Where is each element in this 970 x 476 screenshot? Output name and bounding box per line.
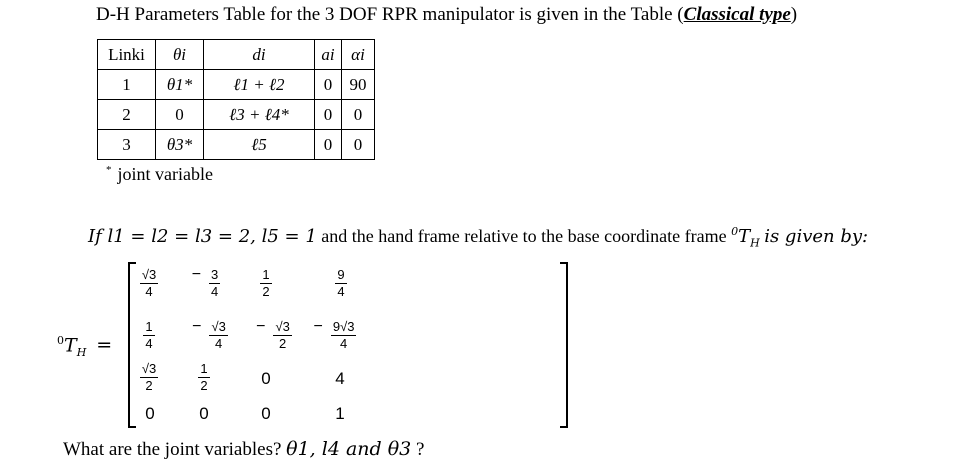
table-cell: 1 <box>98 70 156 100</box>
matrix-cell: 1 <box>335 404 345 423</box>
matrix-cell: $\frac{√3}{2}$ <box>141 361 157 393</box>
dh-parameter-table <box>97 39 375 160</box>
table-row <box>98 70 375 100</box>
joint-variables: θ1, l4 and θ3 <box>286 438 412 460</box>
asterisk-marker: * <box>106 164 112 176</box>
table-cell: θ3* <box>156 130 204 160</box>
matrix-cell: $\frac{9}{4}$ <box>337 267 345 299</box>
length-condition: If l1 = l2 = l3 = 2, l5 = 1 <box>88 226 317 247</box>
title-suffix: ) <box>790 4 798 25</box>
question-text <box>63 438 424 461</box>
matrix-cell: 0 <box>145 404 155 423</box>
table-cell: ℓ1 + ℓ2 <box>204 70 315 100</box>
given-statement <box>88 225 868 250</box>
matrix-cell: − $\frac{√3}{4}$ <box>192 318 226 352</box>
matrix-cell: $\frac{1}{4}$ <box>145 319 153 351</box>
question-mark: ? <box>416 439 425 460</box>
matrix-cell: − $\frac{3}{4}$ <box>191 266 219 300</box>
frame-symbol: $^0T_H$ <box>731 225 760 250</box>
table-cell: θ1* <box>156 70 204 100</box>
table-cell: 0 <box>315 70 342 100</box>
table-cell: 0 <box>315 130 342 160</box>
matrix-cell: 0 <box>261 404 271 423</box>
statement-tail: is given by: <box>764 226 869 247</box>
note-text: joint variable <box>117 164 213 184</box>
table-cell: 3 <box>98 130 156 160</box>
matrix-cell: − $\frac{√3}{2}$ <box>256 318 290 352</box>
problem-title <box>96 4 797 26</box>
header-alpha: αi <box>342 40 375 70</box>
matrix-cell: 0 <box>199 404 209 423</box>
header-link: Linki <box>98 40 156 70</box>
table-cell: 0 <box>315 100 342 130</box>
matrix-left-bracket <box>128 262 136 428</box>
title-text: D-H Parameters Table for the 3 DOF RPR manipulator is given in the Table ( <box>96 4 684 25</box>
table-row <box>98 130 375 160</box>
table-cell: 90 <box>342 70 375 100</box>
joint-variable-note <box>106 164 213 185</box>
header-d: di <box>204 40 315 70</box>
table-header-row <box>98 40 375 70</box>
table-cell: 2 <box>98 100 156 130</box>
matrix-cell: $\frac{√3}{4}$ <box>141 267 157 299</box>
matrix-cell: 4 <box>335 369 345 388</box>
matrix-right-bracket <box>560 262 568 428</box>
table-cell: 0 <box>342 100 375 130</box>
classical-type-link[interactable]: Classical type <box>683 4 791 25</box>
matrix-cell: $\frac{1}{2}$ <box>262 267 270 299</box>
matrix-cell: $\frac{1}{2}$ <box>200 361 208 393</box>
table-cell: ℓ3 + ℓ4* <box>204 100 315 130</box>
header-theta: θi <box>156 40 204 70</box>
statement-middle: and the hand frame relative to the base coordinate frame <box>321 226 727 246</box>
table-row <box>98 100 375 130</box>
header-a: ai <box>315 40 342 70</box>
table-cell: 0 <box>156 100 204 130</box>
matrix-cell: − $\frac{9√3}{4}$ <box>313 318 355 352</box>
matrix-cell: 0 <box>261 369 271 388</box>
matrix-lhs: $^0T_H$ = <box>57 334 113 360</box>
question-prompt: What are the joint variables? <box>63 439 282 460</box>
table-cell: ℓ5 <box>204 130 315 160</box>
table-cell: 0 <box>342 130 375 160</box>
